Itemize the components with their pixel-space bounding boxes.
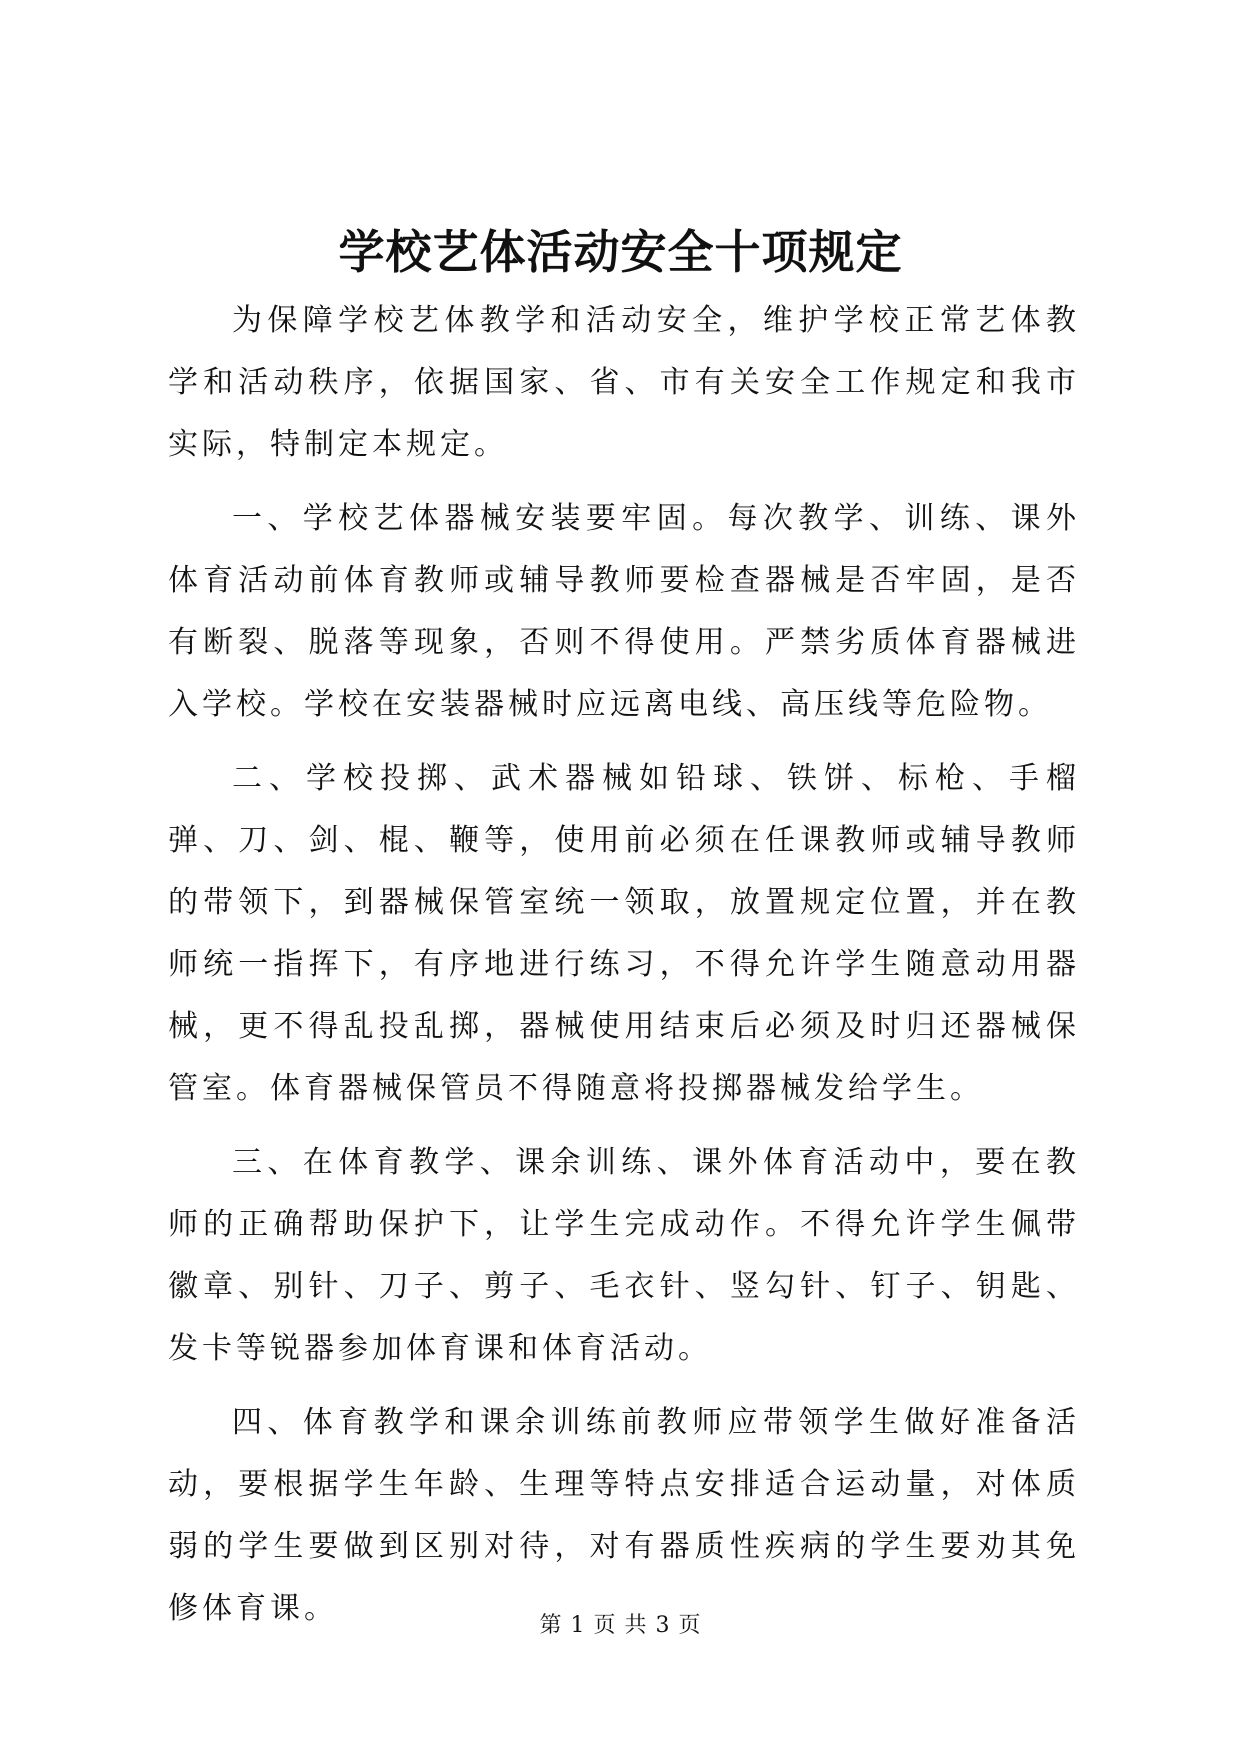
paragraph-rule-4: 四、体育教学和课余训练前教师应带领学生做好准备活动，要根据学生年龄、生理等特点安排适合运动量，对体质弱的学生要做到区别对待，对有器质性疾病的学生要劝其免修体育课。 [168,1405,1080,1626]
paragraph-intro: 为保障学校艺体教学和活动安全，维护学校正常艺体教学和活动秩序，依据国家、省、市有关安全工作规定和我市实际，特制定本规定。 [168,303,1080,462]
paragraph-rule-2: 二、学校投掷、武术器械如铅球、铁饼、标枪、手榴弹、刀、剑、棍、鞭等，使用前必须在任课教师或辅导教师的带领下，到器械保管室统一领取，放置规定位置，并在教师统一指挥下，有序地进行练习，不得允许学生随意动用器械，更不得乱投乱掷，器械使用结束后必须及时归还器械保管室。体育器械保管员不得随意将投掷器械发给学生。 [168,761,1080,1106]
document-body [168,290,1080,1652]
page-number-footer: 第 1 页 共 3 页 [539,1613,702,1638]
paragraph-rule-1: 一、学校艺体器械安装要牢固。每次教学、训练、课外体育活动前体育教师或辅导教师要检查器械是否牢固，是否有断裂、脱落等现象，否则不得使用。严禁劣质体育器械进入学校。学校在安装器械时应远离电线、高压线等危险物。 [168,501,1080,722]
document-title: 学校艺体活动安全十项规定 [338,225,903,279]
paragraph-rule-3: 三、在体育教学、课余训练、课外体育活动中，要在教师的正确帮助保护下，让学生完成动作。不得允许学生佩带徽章、别针、刀子、剪子、毛衣针、竖勾针、钉子、钥匙、发卡等锐器参加体育课和体育活动。 [168,1145,1080,1366]
